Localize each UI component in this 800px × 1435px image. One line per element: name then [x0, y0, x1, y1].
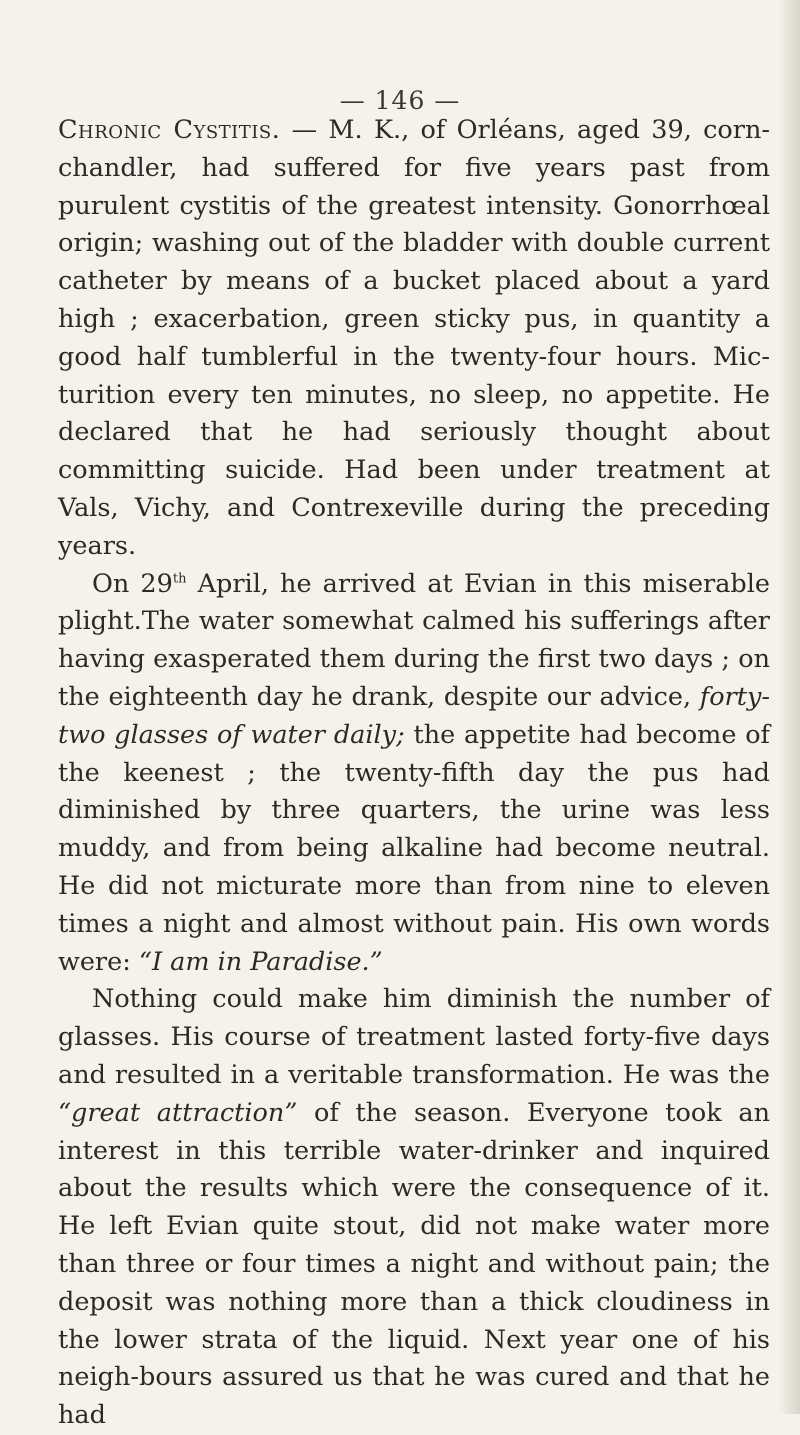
- page-edge-shadow: [778, 0, 800, 1414]
- case-heading: Chronic Cystitis.: [58, 115, 281, 145]
- italic-quote: “I am in Paradise.”: [138, 946, 383, 977]
- italic-phrase: forty-two glasses of water daily;: [58, 681, 770, 750]
- paragraph-arrival: [58, 566, 770, 982]
- paragraph-chronic-cystitis: [58, 112, 770, 566]
- superscript: th: [172, 571, 187, 587]
- italic-quote: “great attraction”: [58, 1097, 298, 1128]
- paragraph-text: — M. K., of Orléans, aged 39, corn-chandler, had suffered for five years past from purulent cystitis of the greatest intensity. Gonorrhœal origin; washing out of the bladder with double current catheter by means of a bucket placed about a yard high ; exacerbation, green sticky pus, in quantity a good half tumblerful in the twenty-four hours. Mic-turition every ten minutes, no sleep, no appetite. He declared that he had seriously thought about committing suicide. Had been under treatment at Vals, Vichy, and Contrexeville during the preceding years.: [58, 115, 770, 561]
- paragraph-text: April, he arrived at Evian in this miserable plight.The water somewhat calmed his sufferings after having exasperated them during the first two days ; on the eighteenth day he drank, despite our advice,: [58, 568, 770, 712]
- body-text: [58, 112, 770, 1435]
- paragraph-text: of the season. Everyone took an interest in this terrible water-drinker and inquired about the results which were the consequence of it. He left Evian quite stout, did not make water more than three or four times a night and without pain; the deposit was nothing more than a thick cloudiness in the lower strata of the liquid. Next year one of his neigh-bours assured us that he was cured and that he had: [58, 1097, 770, 1431]
- paragraph-text: On 29: [92, 568, 173, 599]
- page-number: — 146 —: [339, 86, 461, 115]
- paragraph-text: Nothing could make him diminish the number of glasses. His course of treatment lasted forty-five days and resulted in a veritable transformation. He was the: [58, 984, 770, 1090]
- paragraph-text: the appetite had become of the keenest ; the twenty-fifth day the pus had diminished by three quarters, the urine was less muddy, and from being alkaline had become neutral. He did not micturate more than from nine to eleven times a night and almost without pain. His own words were:: [58, 719, 770, 977]
- paragraph-result: [58, 981, 770, 1435]
